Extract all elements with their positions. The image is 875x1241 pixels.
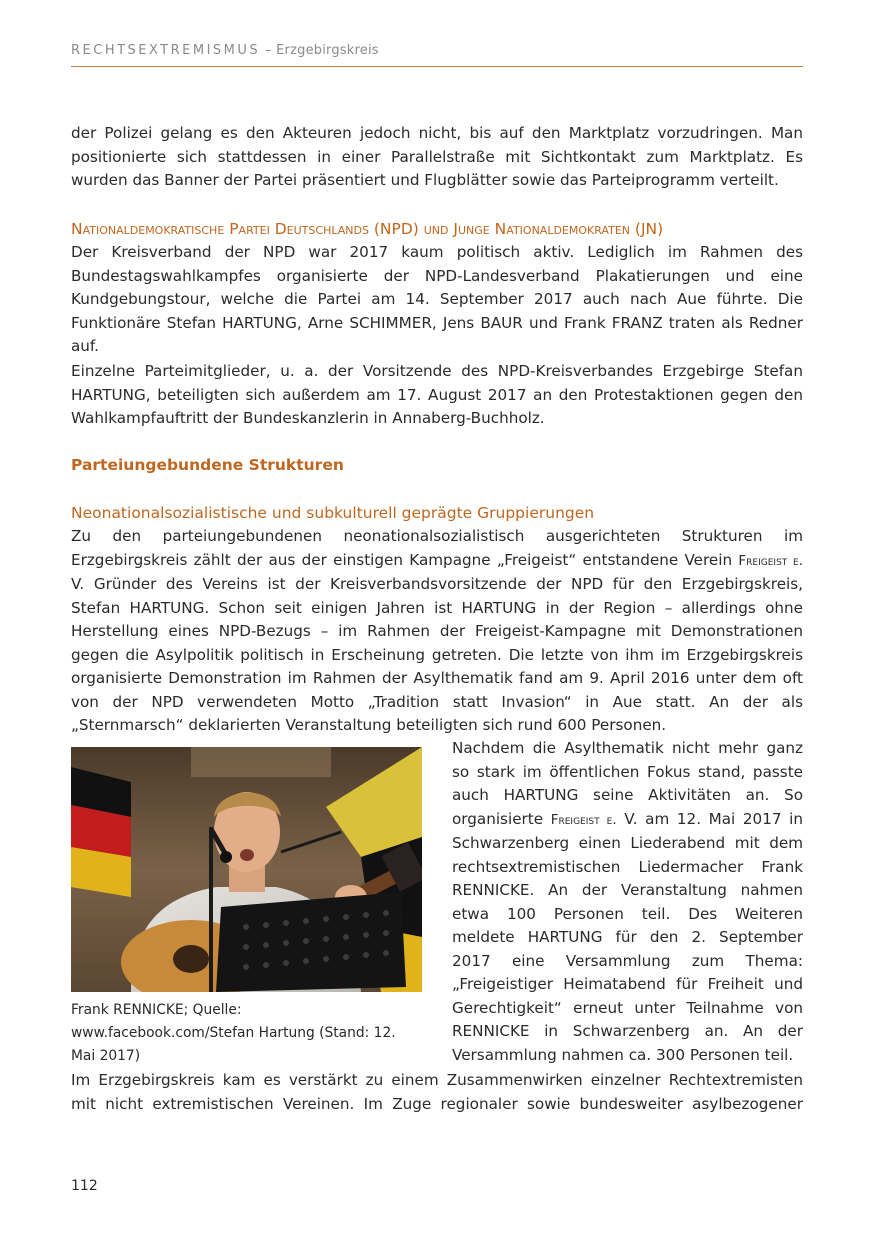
paragraph-npd (71, 241, 803, 359)
section-heading: Parteiungebundene Strukturen (71, 456, 344, 474)
paragraph-freigeist (71, 525, 803, 738)
paragraph-cooperation (71, 1069, 803, 1116)
paragraph-liederabend-text (452, 737, 803, 1067)
org-name-smallcaps: Freigeist e. (738, 552, 804, 569)
paragraph-intro (71, 122, 803, 193)
paragraph-members-text: Einzelne Parteimitglieder, u. a. der Vorsitzende des NPD-Kreisverbandes Erzgebirge Stefan HARTUNG, beteiligten sich außerdem am 17. August 2017 an den Protestaktionen gegen den Wahlkampfauftritt der Bundeskanzlerin in Annaberg-Buchholz. (71, 362, 803, 427)
org-name-smallcaps-2: Freigeist e. (550, 811, 617, 828)
photo-frank-rennicke (71, 747, 422, 992)
paragraph-liederabend-part-b: V. am 12. Mai 2017 in Schwarzenberg einen Liederabend mit dem rechtsextremistischen Liedermacher Frank RENNICKE. An der Veranstaltung nahmen etwa 100 Personen teil. Des Weiteren meldete HARTUNG für den 2. September 2017 eine Versammlung zum Thema: „Freigeistiger Heimatabend für Freiheit und Gerechtigkeit“ erneut unter Teilnahme von RENNICKE in Schwarzenberg an. An der Versammlung nahmen ca. 300 Personen teil. (452, 809, 803, 1064)
header-title: RECHTSEXTREMISMUS (71, 43, 261, 58)
paragraph-liederabend-part-a: Nachdem die Asylthematik nicht mehr ganz so stark im öffentlichen Fokus stand, passte auch HARTUNG seine Aktivitäten an. So organisierte (452, 739, 803, 828)
page-number: 112 (71, 1178, 98, 1194)
paragraph-freigeist-part-a: Zu den parteiungebundenen neonationalsozialistisch ausgerichteten Strukturen im Erzgebirgskreis zählt der aus der einstigen Kampagne „Freigeist“ entstandene Verein (71, 527, 803, 569)
running-header (71, 42, 803, 67)
paragraph-freigeist-text (71, 525, 803, 738)
header-subtitle: – Erzgebirgskreis (265, 43, 379, 58)
paragraph-intro-text: der Polizei gelang es den Akteuren jedoch nicht, bis auf den Marktplatz vorzudringen. Man positionierte sich stattdessen in einer Parallelstraße mit Sichtkontakt zum Marktplatz. Es wurden das Banner der Partei präsentiert und Flugblätter sowie das Parteiprogramm verteilt. (71, 124, 803, 189)
paragraph-cooperation-text: Im Erzgebirgskreis kam es verstärkt zu einem Zusammenwirken einzelner Rechtextremisten mit nicht extremistischen Vereinen. Im Zuge regionaler sowie bundesweiter asylbezogener (71, 1071, 803, 1113)
npd-heading: Nationaldemokratische Partei Deutschlands (NPD) und Junge Nationaldemokraten (JN) (71, 220, 664, 238)
paragraph-members (71, 360, 803, 431)
paragraph-freigeist-part-b: V. Gründer des Vereins ist der Kreisverbandsvorsitzende der NPD für den Erzgebirgskreis, Stefan HARTUNG. Schon seit einigen Jahren ist HARTUNG in der Region – allerdings ohne Herstellung eines NPD-Bezugs – im Rahmen der Freigeist-Kampagne mit Demonstrationen gegen die Asylpolitik politisch in Erscheinung getreten. Die letzte von ihm im Erzgebirgskreis organisierte Demonstration im Rahmen der Asylthematik fand am 9. April 2016 unter dem oft von der NPD verwendeten Motto „Tradition statt Invasion“ in Aue statt. An der als „Sternmarsch“ deklarierten Veranstaltung beteiligten sich rund 600 Personen. (71, 575, 803, 734)
photo-caption: Frank RENNICKE; Quelle: www.facebook.com/Stefan Hartung (Stand: 12. Mai 2017) (71, 1002, 396, 1064)
paragraph-npd-text: Der Kreisverband der NPD war 2017 kaum politisch aktiv. Lediglich im Rahmen des Bundestagswahlkampfes organisierte der NPD-Landesverband Plakatierungen und eine Kundgebungstour, welche die Partei am 14. September 2017 auch nach Aue führte. Die Funktionäre Stefan HARTUNG, Arne SCHIMMER, Jens BAUR und Frank FRANZ traten als Redner auf. (71, 243, 803, 355)
concert-photo-illustration (71, 747, 422, 992)
subsection-heading: Neonationalsozialistische und subkulturell geprägte Gruppierungen (71, 504, 595, 522)
paragraph-liederabend (452, 737, 803, 1067)
